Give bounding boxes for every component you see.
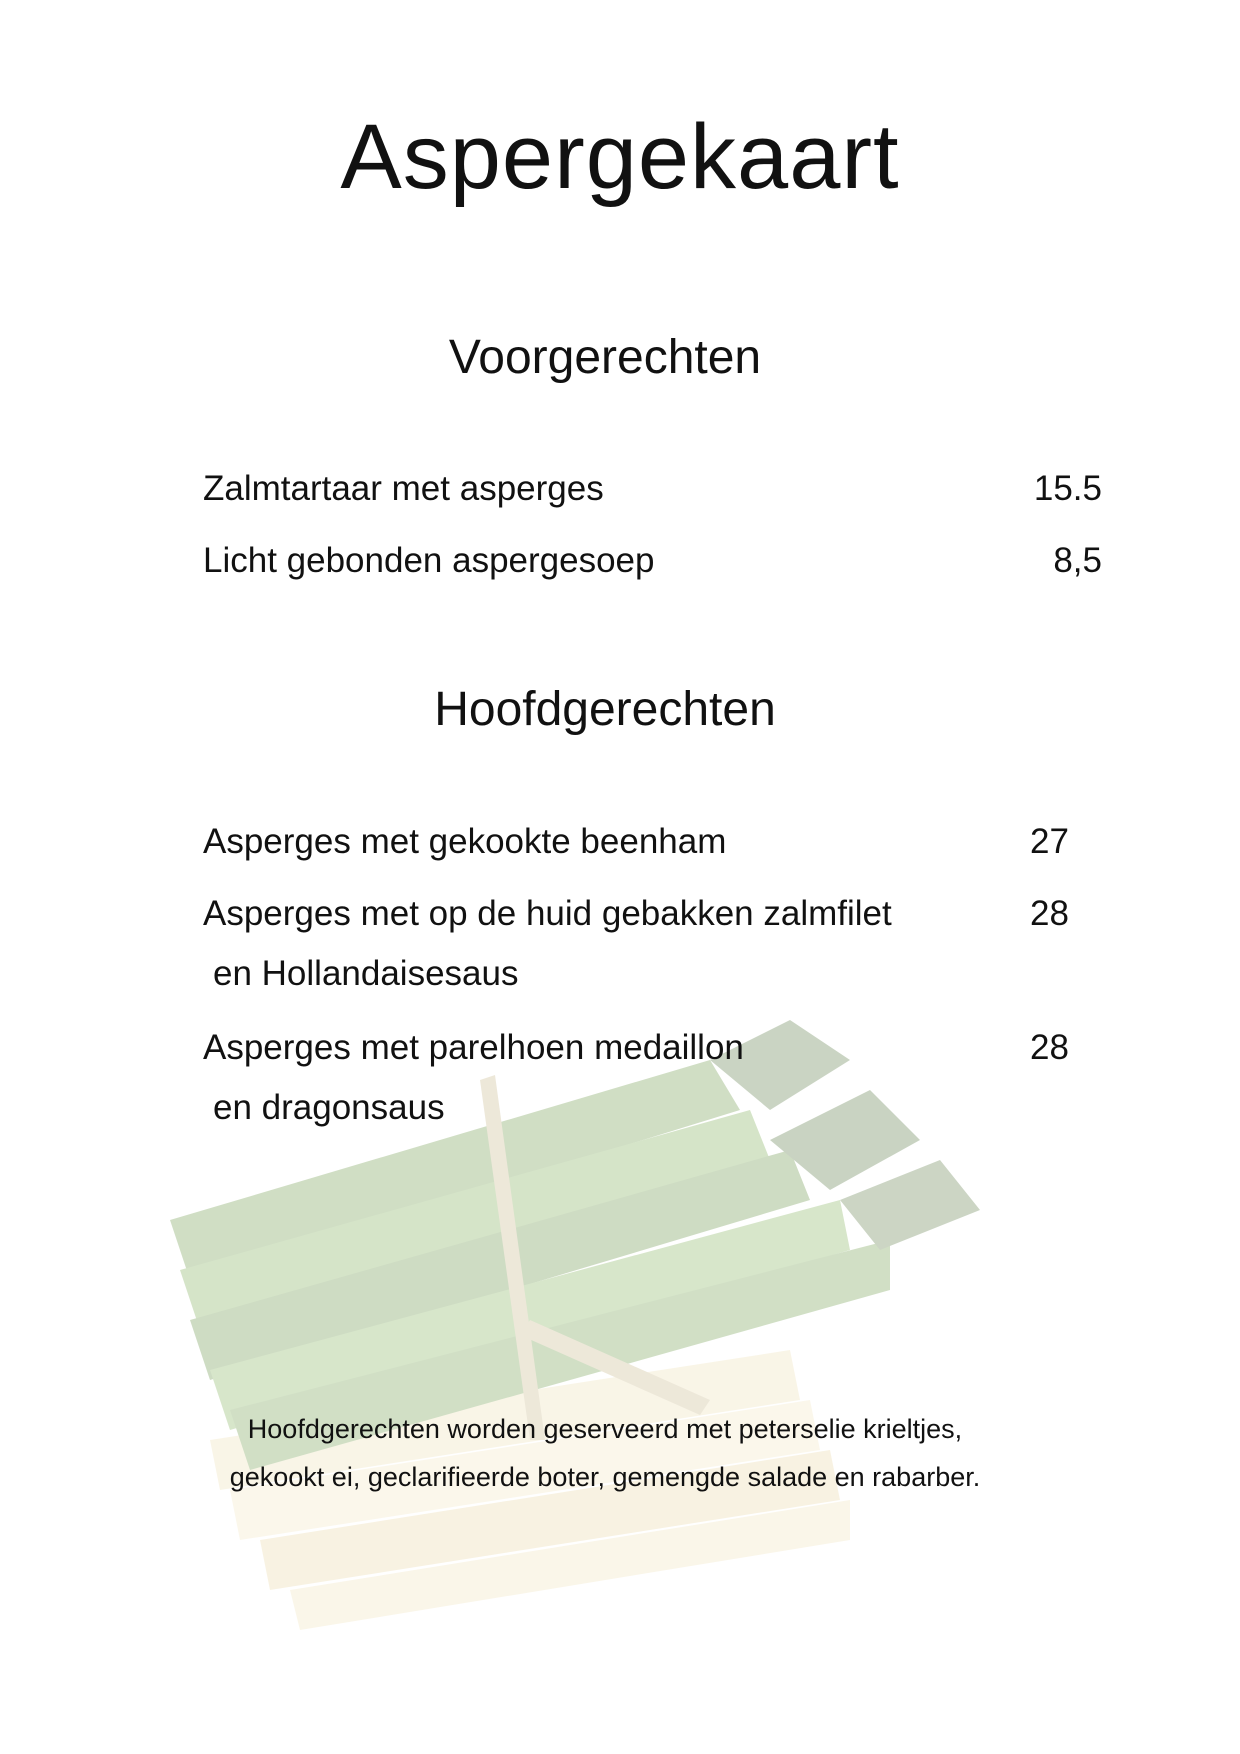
menu-item [203, 884, 892, 1004]
menu-item-name: Asperges met gekookte beenham [203, 822, 727, 861]
menu-item-subtext: en dragonsaus [213, 1088, 445, 1127]
serving-note-line: gekookt ei, geclarifieerde boter, gemengde salade en rabarber. [229, 1462, 981, 1492]
menu-item-price: 27 [1030, 822, 1069, 861]
menu-item [203, 812, 726, 872]
section-title-starters: Voorgerechten [448, 331, 762, 384]
menu-item-price: 28 [1030, 1028, 1069, 1067]
menu-item [203, 1018, 744, 1138]
serving-note [0, 1405, 1210, 1501]
menu-item-price: 8,5 [1053, 541, 1102, 580]
menu-item-name: Asperges met parelhoen medaillon [203, 1028, 744, 1067]
menu-item-name: Licht gebonden aspergesoep [203, 541, 655, 580]
menu-item-price: 15.5 [1033, 469, 1102, 508]
menu-item-subtext: en Hollandaisesaus [213, 954, 519, 993]
section-title-mains: Hoofdgerechten [434, 683, 776, 736]
menu-title: Aspergekaart [340, 106, 900, 208]
menu-item-price: 28 [1030, 894, 1069, 933]
serving-note-line: Hoofdgerechten worden geserveerd met peterselie krieltjes, [247, 1414, 963, 1444]
menu-item-name: Asperges met op de huid gebakken zalmfilet [203, 894, 892, 933]
menu-item-name: Zalmtartaar met asperges [203, 469, 604, 508]
